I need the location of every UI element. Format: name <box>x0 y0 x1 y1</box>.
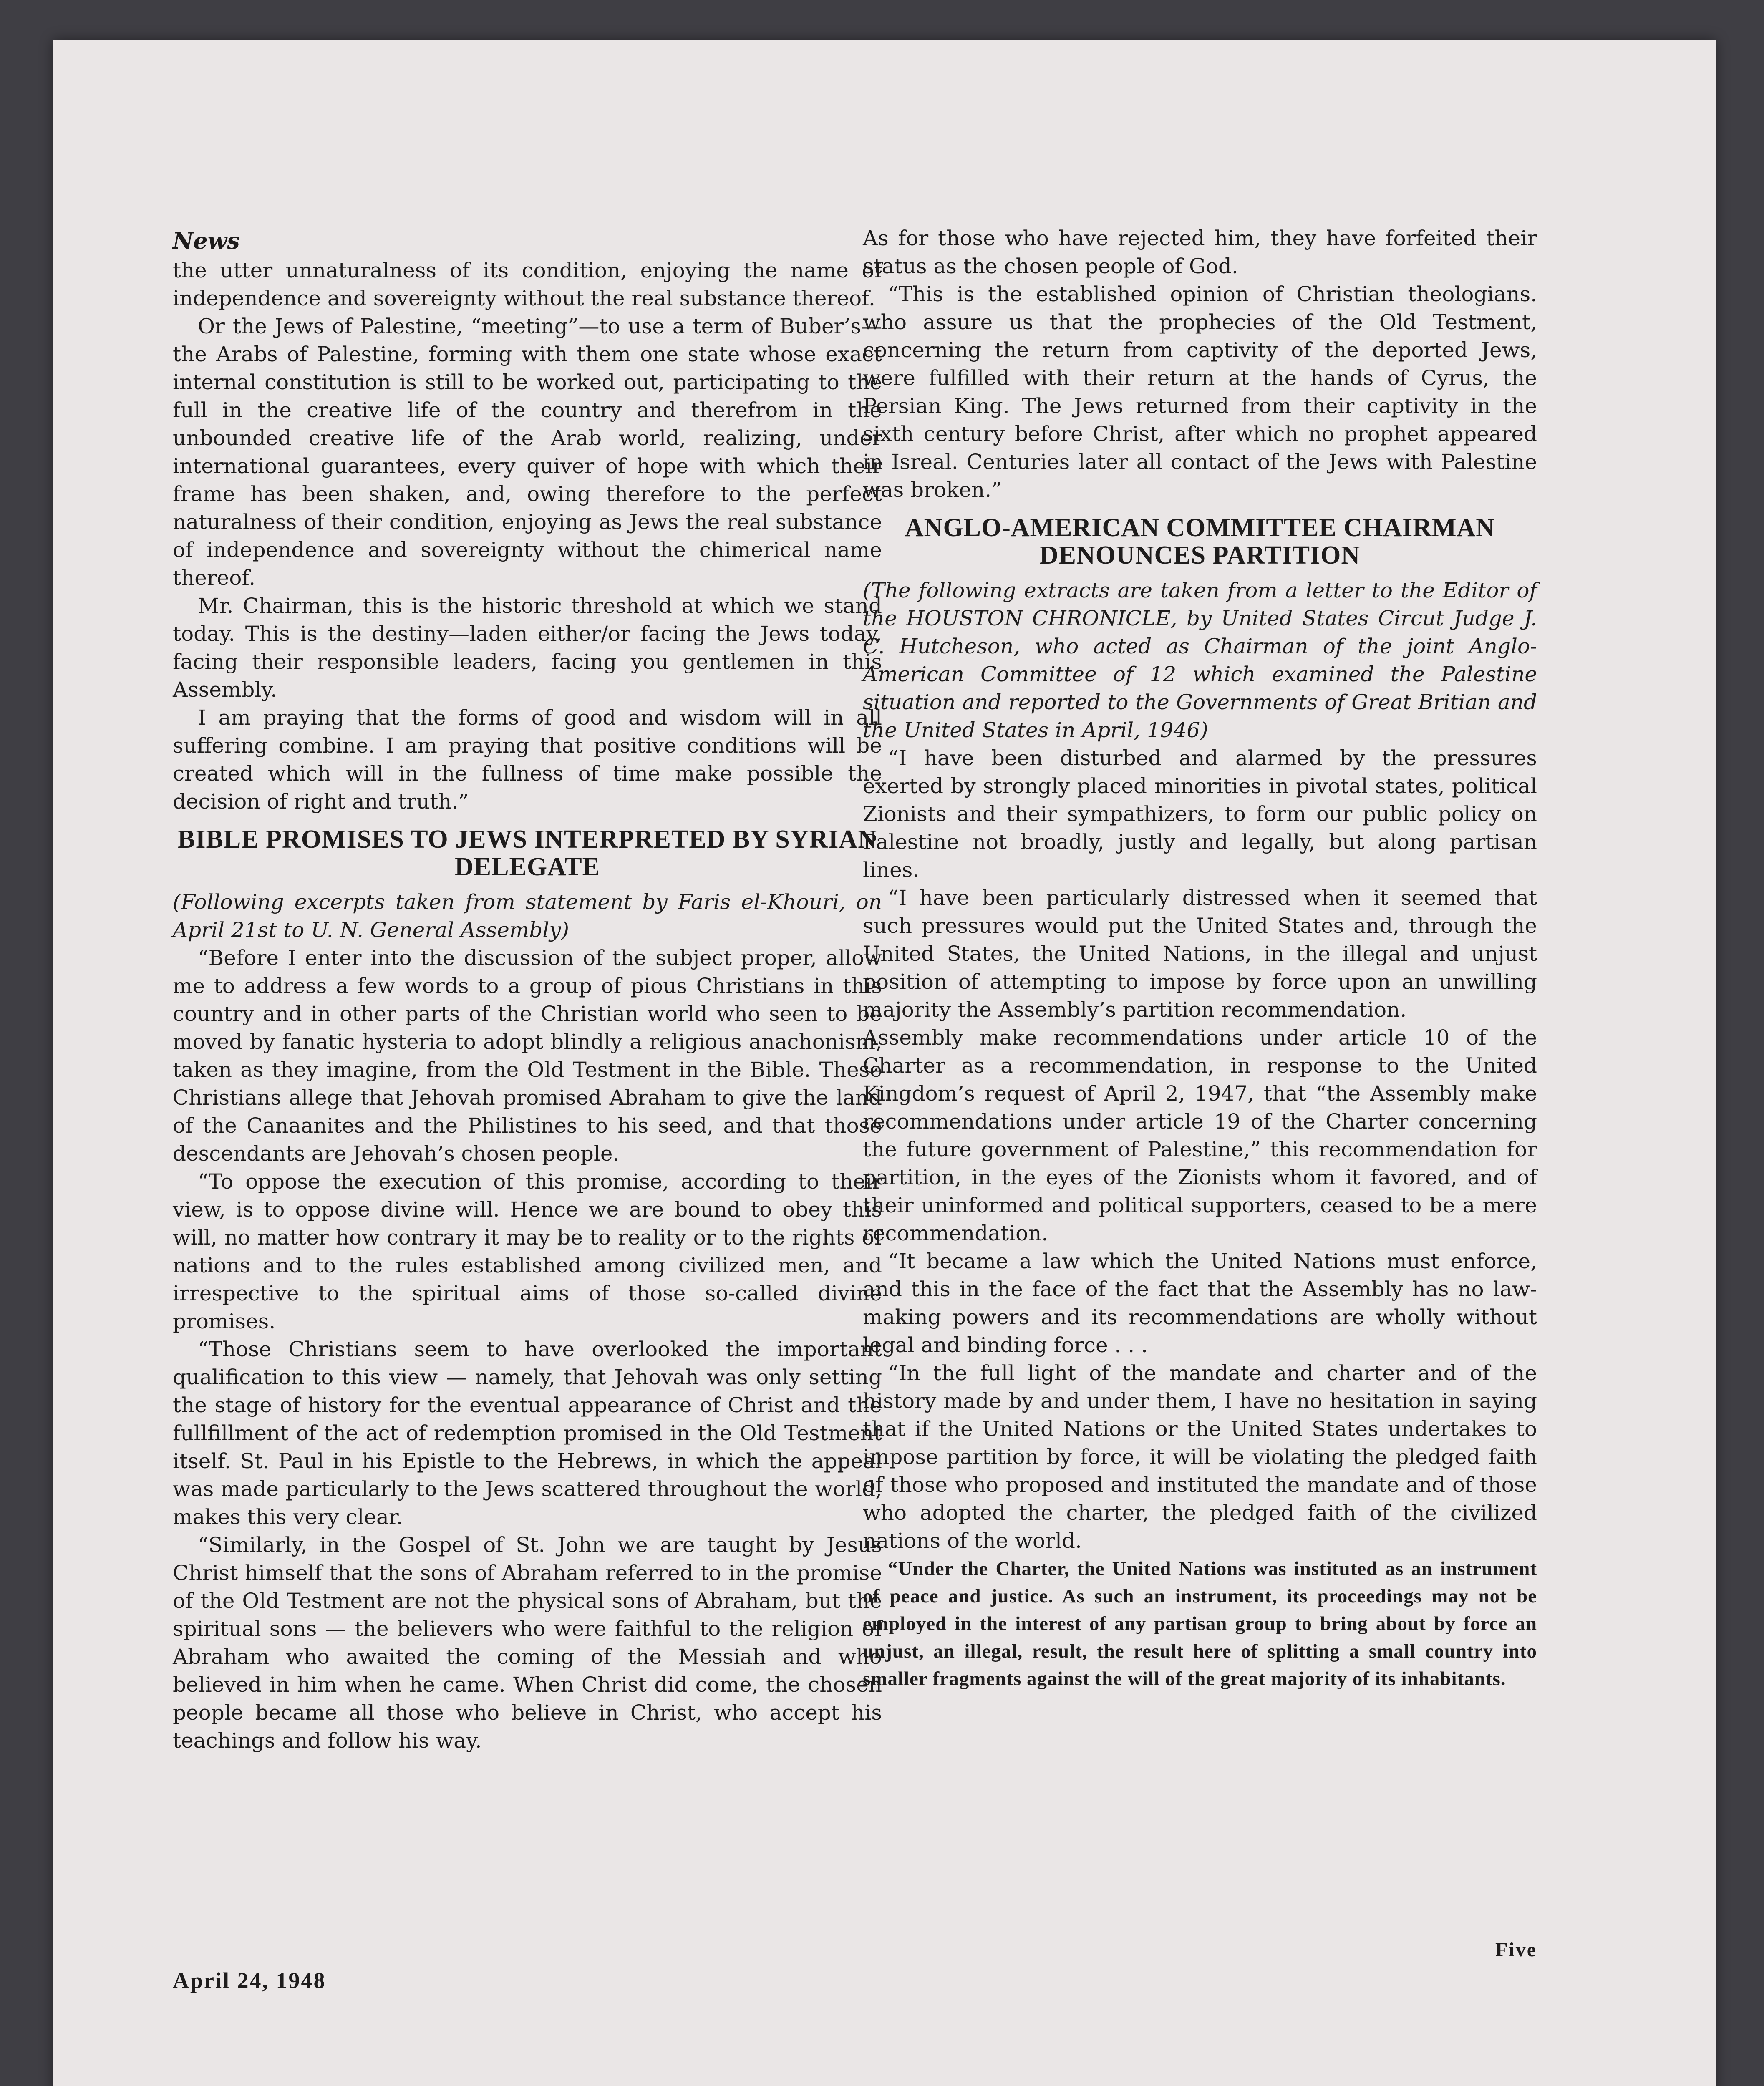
section-label: News <box>173 227 240 254</box>
paragraph: Mr. Chairman, this is the historic threshold at which we stand today. This is the destiny—laden either/or facing the Jews today, facing their responsible leaders, facing you gentlemen in this Assembly. <box>173 594 882 702</box>
paragraph: “I have been disturbed and alarmed by the pressures exerted by strongly placed minorities in pivotal states, political Zionists and their sympathizers, to form our public policy on Palestine not broadly, justly and legally, but along partisan lines. <box>863 746 1537 882</box>
paragraph: “In the full light of the mandate and charter and of the history made by and under them, I have no hesitation in saying that if the United Nations or the United States undertakes to impose partition by force, it will be violating the pledged faith of those who proposed and instituted the mandate and of those who adopted the charter, the pledged faith of the civilized nations of the world. <box>863 1361 1537 1553</box>
article-intro: (Following excerpts taken from statement by Faris el-Khouri, on April 21st to U. N. General Assembly) <box>173 890 882 942</box>
paragraph: As for those who have rejected him, they have forfeited their status as the chosen people of God. <box>863 226 1537 278</box>
article-heading: ANGLO-AMERICAN COMMITTEE CHAIRMAN DENOUNCES PARTITION <box>905 514 1495 569</box>
bold-paragraph: “Under the Charter, the United Nations was instituted as an instrument of peace and justice. As such an instrument, its proceedings may not be employed in the interest of any partisan group to bring about by force an unjust, an illegal, result, the result here of splitting a small country into smaller fragments against the will of the great majority of its inhabitants. <box>863 1558 1537 1690</box>
article-intro: (The following extracts are taken from a letter to the Editor of the HOUSTON CHRONICLE, by United States Circut Judge J. C. Hutcheson, who acted as Chairman of the joint Anglo-American Committee of 12 which examined the Palestine situation and reported to the Governments of Great Britian and the United States in April, 1946) <box>863 578 1537 742</box>
paragraph: the utter unnaturalness of its condition, enjoying the name of independence and sovereignty without the real substance thereof. <box>173 258 882 310</box>
paragraph: “It became a law which the United Nations must enforce, and this in the face of the fact that the Assembly has no law-making powers and its recommendations are wholly without legal and binding force . . . <box>863 1249 1537 1357</box>
paragraph: “I have been particularly distressed when it seemed that such pressures would put the United States and, through the United States, the United Nations, in the illegal and unjust position of attempting to impose by force upon an unwilling majority the Assembly’s partition recommendation. <box>863 886 1537 1022</box>
page-number: Five <box>1495 1939 1537 1961</box>
left-column <box>173 227 882 1755</box>
right-column <box>863 224 1537 1693</box>
paragraph: Assembly make recommendations under article 10 of the Charter as a recommendation, in response to the United Kingdom’s request of April 2, 1947, that “the Assembly make recommendations under article 19 of the Charter concerning the future government of Palestine,” this recommendation for partition, in the eyes of the Zionists whom it favored, and of their uninformed and political supporters, ceased to be a mere recommendation. <box>863 1025 1537 1245</box>
paragraph: “Similarly, in the Gospel of St. John we are taught by Jesus Christ himself that the sons of Abraham referred to in the promise of the Old Testment are not the physical sons of Abraham, but the spiritual sons — the believers who were faithful to the religion of Abraham who awaited the coming of the Messiah and who believed in him when he came. When Christ did come, the chosen people became all those who believe in Christ, who accept his teachings and follow his way. <box>173 1533 882 1753</box>
paragraph: Or the Jews of Palestine, “meeting”—to use a term of Buber’s—the Arabs of Palestine, forming with them one state whose exact internal constitution is still to be worked out, participating to the full in the creative life of the country and therefrom in the unbounded creative life of the Arab world, realizing, under international guarantees, every quiver of hope with which their frame has been shaken, and, owing therefore to the perfect naturalness of their condition, enjoying as Jews the real substance of independence and sovereignty without the chimerical name thereof. <box>173 314 882 590</box>
paragraph: “To oppose the execution of this promise, according to their view, is to oppose divine will. Hence we are bound to obey this will, no matter how contrary it may be to reality or to the rights of nations and to the rules established among civilized men, and irrespective to the spiritual aims of those so-called divine promises. <box>173 1169 882 1333</box>
paragraph: “Before I enter into the discussion of the subject proper, allow me to address a few words to a group of pious Christians in this country and in other parts of the Christian world who seen to be moved by fanatic hysteria to adopt blindly a religious anachonism, taken as they imagine, from the Old Testment in the Bible. These Christians allege that Jehovah promised Abraham to give the land of the Canaanites and the Philistines to his seed, and that those descendants are Jehovah’s chosen people. <box>173 946 882 1166</box>
paragraph: “This is the established opinion of Christian theologians. who assure us that the prophecies of the Old Testment, concerning the return from captivity of the deported Jews, were fulfilled with their return at the hands of Cyrus, the Persian King. The Jews returned from their captivity in the sixth century before Christ, after which no prophet appeared in Isreal. Centuries later all contact of the Jews with Palestine was broken.” <box>863 282 1537 502</box>
article-heading: BIBLE PROMISES TO JEWS INTERPRETED BY SYRIAN DELEGATE <box>178 825 877 881</box>
page-sheet <box>53 40 1716 2086</box>
paragraph: “Those Christians seem to have overlooked the important qualification to this view — namely, that Jehovah was only setting the stage of history for the eventual appearance of Christ and the fullfillment of the act of redemption promised in the Old Testment itself. St. Paul in his Epistle to the Hebrews, in which the appeal was made particularly to the Jews scattered throughout the world, makes this very clear. <box>173 1337 882 1529</box>
footer-date: April 24, 1948 <box>173 1968 326 1993</box>
paragraph: I am praying that the forms of good and wisdom will in all suffering combine. I am praying that positive conditions will be created which will in the fullness of time make possible the decision of right and truth.” <box>173 705 882 814</box>
